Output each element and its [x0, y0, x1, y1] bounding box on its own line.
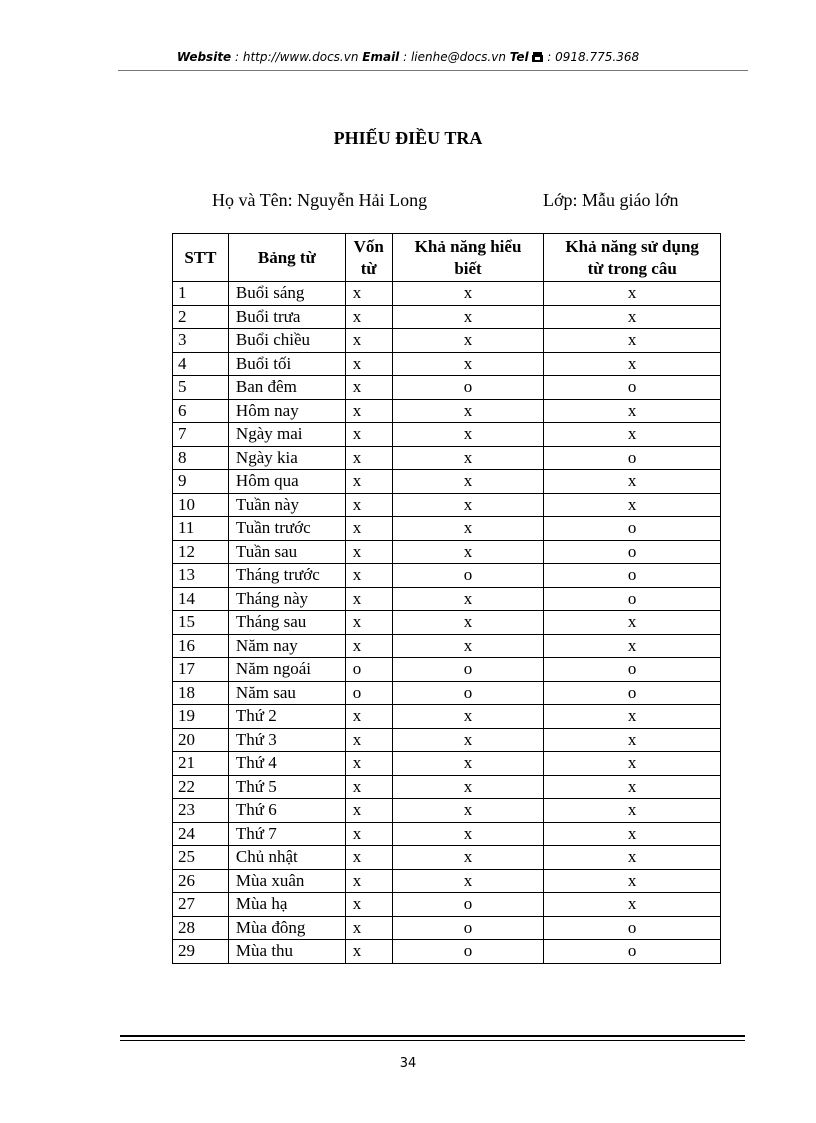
cell-word: Buổi sáng: [228, 282, 345, 306]
cell-stt: 26: [173, 869, 229, 893]
cell-use: o: [544, 940, 721, 964]
cell-use: o: [544, 376, 721, 400]
cell-understand: x: [392, 282, 544, 306]
cell-vocab: x: [345, 352, 392, 376]
cell-vocab: x: [345, 822, 392, 846]
cell-understand: x: [392, 869, 544, 893]
cell-word: Thứ 2: [228, 705, 345, 729]
cell-use: x: [544, 305, 721, 329]
cell-stt: 22: [173, 775, 229, 799]
cell-use: o: [544, 681, 721, 705]
table-row: [173, 564, 721, 588]
cell-use: o: [544, 658, 721, 682]
cell-understand: x: [392, 611, 544, 635]
table-row: [173, 728, 721, 752]
cell-understand: x: [392, 470, 544, 494]
cell-stt: 29: [173, 940, 229, 964]
cell-vocab: x: [345, 376, 392, 400]
cell-understand: x: [392, 446, 544, 470]
phone-icon: [532, 50, 543, 64]
cell-stt: 23: [173, 799, 229, 823]
cell-understand: x: [392, 799, 544, 823]
cell-word: Tuần trước: [228, 517, 345, 541]
cell-word: Buổi trưa: [228, 305, 345, 329]
table-row: [173, 893, 721, 917]
cell-understand: x: [392, 540, 544, 564]
cell-use: x: [544, 282, 721, 306]
cell-use: x: [544, 329, 721, 353]
cell-vocab: x: [345, 540, 392, 564]
cell-word: Tháng này: [228, 587, 345, 611]
cell-stt: 15: [173, 611, 229, 635]
cell-vocab: x: [345, 752, 392, 776]
cell-vocab: o: [345, 658, 392, 682]
cell-use: o: [544, 446, 721, 470]
cell-word: Mùa đông: [228, 916, 345, 940]
table-row: [173, 916, 721, 940]
cell-vocab: x: [345, 728, 392, 752]
table-row: [173, 282, 721, 306]
cell-understand: x: [392, 822, 544, 846]
student-name: Họ và Tên: Nguyễn Hải Long: [212, 190, 428, 210]
cell-understand: x: [392, 634, 544, 658]
cell-understand: x: [392, 305, 544, 329]
cell-use: x: [544, 869, 721, 893]
cell-vocab: x: [345, 399, 392, 423]
cell-use: x: [544, 893, 721, 917]
cell-word: Ngày mai: [228, 423, 345, 447]
cell-vocab: x: [345, 916, 392, 940]
cell-stt: 28: [173, 916, 229, 940]
tel-number: : 0918.775.368: [543, 50, 640, 64]
cell-word: Tuần sau: [228, 540, 345, 564]
table-row: [173, 822, 721, 846]
cell-word: Mùa xuân: [228, 869, 345, 893]
cell-use: x: [544, 822, 721, 846]
cell-vocab: x: [345, 634, 392, 658]
page-title: PHIẾU ĐIỀU TRA: [333, 128, 483, 148]
cell-stt: 16: [173, 634, 229, 658]
cell-use: o: [544, 916, 721, 940]
cell-understand: o: [392, 893, 544, 917]
cell-word: Mùa hạ: [228, 893, 345, 917]
header-use-line2: từ trong câu: [587, 258, 677, 278]
email-address[interactable]: : lienhe@docs.vn: [399, 50, 510, 64]
cell-vocab: x: [345, 329, 392, 353]
table-row: [173, 423, 721, 447]
cell-stt: 20: [173, 728, 229, 752]
table-row: [173, 775, 721, 799]
cell-stt: 21: [173, 752, 229, 776]
header-divider: [118, 70, 748, 71]
cell-use: x: [544, 705, 721, 729]
cell-use: x: [544, 634, 721, 658]
header-understand-line2: biết: [454, 258, 482, 278]
header-use: [544, 234, 721, 282]
cell-stt: 6: [173, 399, 229, 423]
cell-vocab: x: [345, 775, 392, 799]
cell-understand: x: [392, 329, 544, 353]
website-url[interactable]: : http://www.docs.vn: [231, 50, 363, 64]
cell-stt: 13: [173, 564, 229, 588]
table-row: [173, 446, 721, 470]
header-vocab: [345, 234, 392, 282]
cell-word: Năm sau: [228, 681, 345, 705]
cell-word: Thứ 6: [228, 799, 345, 823]
cell-word: Chủ nhật: [228, 846, 345, 870]
cell-understand: x: [392, 493, 544, 517]
cell-use: x: [544, 352, 721, 376]
cell-stt: 3: [173, 329, 229, 353]
cell-stt: 11: [173, 517, 229, 541]
cell-understand: o: [392, 376, 544, 400]
cell-understand: x: [392, 846, 544, 870]
cell-use: o: [544, 564, 721, 588]
cell-vocab: x: [345, 611, 392, 635]
survey-table: [172, 233, 721, 964]
footer-divider-thin: [120, 1040, 745, 1041]
cell-stt: 17: [173, 658, 229, 682]
cell-word: Tuần này: [228, 493, 345, 517]
footer-divider-thick: [120, 1035, 745, 1037]
cell-use: x: [544, 775, 721, 799]
header-understand-line1: Khả năng hiểu: [414, 236, 522, 256]
table-row: [173, 470, 721, 494]
cell-use: x: [544, 470, 721, 494]
cell-word: Năm nay: [228, 634, 345, 658]
cell-word: Thứ 4: [228, 752, 345, 776]
table-row: [173, 611, 721, 635]
table-row: [173, 799, 721, 823]
cell-word: Hôm nay: [228, 399, 345, 423]
cell-stt: 27: [173, 893, 229, 917]
table-row: [173, 493, 721, 517]
table-row: [173, 329, 721, 353]
cell-vocab: x: [345, 493, 392, 517]
cell-stt: 1: [173, 282, 229, 306]
table-row: [173, 869, 721, 893]
cell-vocab: x: [345, 799, 392, 823]
cell-vocab: x: [345, 517, 392, 541]
cell-stt: 2: [173, 305, 229, 329]
cell-understand: o: [392, 681, 544, 705]
table-row: [173, 305, 721, 329]
website-label: Website: [176, 50, 232, 64]
cell-use: x: [544, 399, 721, 423]
cell-stt: 14: [173, 587, 229, 611]
cell-stt: 10: [173, 493, 229, 517]
table-row: [173, 352, 721, 376]
header-stt: STT: [173, 234, 229, 282]
cell-stt: 8: [173, 446, 229, 470]
cell-word: Tháng sau: [228, 611, 345, 635]
cell-understand: x: [392, 399, 544, 423]
table-row: [173, 399, 721, 423]
cell-word: Tháng trước: [228, 564, 345, 588]
cell-use: x: [544, 493, 721, 517]
cell-stt: 25: [173, 846, 229, 870]
cell-word: Hôm qua: [228, 470, 345, 494]
cell-vocab: x: [345, 305, 392, 329]
cell-understand: o: [392, 940, 544, 964]
header-use-line1: Khả năng sử dụng: [565, 236, 699, 256]
cell-vocab: x: [345, 893, 392, 917]
cell-stt: 18: [173, 681, 229, 705]
cell-vocab: x: [345, 705, 392, 729]
cell-vocab: x: [345, 423, 392, 447]
cell-use: x: [544, 846, 721, 870]
cell-vocab: o: [345, 681, 392, 705]
table-row: [173, 705, 721, 729]
cell-stt: 19: [173, 705, 229, 729]
cell-stt: 4: [173, 352, 229, 376]
cell-word: Thứ 3: [228, 728, 345, 752]
cell-word: Mùa thu: [228, 940, 345, 964]
cell-understand: x: [392, 352, 544, 376]
table-row: [173, 587, 721, 611]
cell-understand: o: [392, 916, 544, 940]
cell-understand: x: [392, 705, 544, 729]
cell-understand: x: [392, 775, 544, 799]
cell-understand: o: [392, 564, 544, 588]
cell-vocab: x: [345, 587, 392, 611]
table-row: [173, 376, 721, 400]
header-word: Bảng từ: [228, 234, 345, 282]
table-row: [173, 681, 721, 705]
cell-word: Buổi chiều: [228, 329, 345, 353]
table-row: [173, 846, 721, 870]
cell-vocab: x: [345, 282, 392, 306]
table-row: [173, 752, 721, 776]
cell-understand: x: [392, 728, 544, 752]
cell-use: o: [544, 587, 721, 611]
header-vocab-line2: từ: [360, 258, 377, 278]
table-header-row: [173, 234, 721, 282]
cell-stt: 5: [173, 376, 229, 400]
cell-use: x: [544, 423, 721, 447]
cell-word: Thứ 5: [228, 775, 345, 799]
cell-use: x: [544, 611, 721, 635]
cell-stt: 9: [173, 470, 229, 494]
cell-use: o: [544, 517, 721, 541]
cell-word: Thứ 7: [228, 822, 345, 846]
cell-vocab: x: [345, 869, 392, 893]
cell-understand: x: [392, 587, 544, 611]
cell-word: Năm ngoái: [228, 658, 345, 682]
table-row: [173, 940, 721, 964]
cell-vocab: x: [345, 446, 392, 470]
cell-stt: 24: [173, 822, 229, 846]
cell-vocab: x: [345, 846, 392, 870]
cell-word: Buổi tối: [228, 352, 345, 376]
table-row: [173, 517, 721, 541]
cell-stt: 7: [173, 423, 229, 447]
student-class: Lớp: Mẫu giáo lớn: [543, 190, 679, 210]
cell-vocab: x: [345, 564, 392, 588]
header-vocab-line1: Vốn: [353, 236, 384, 256]
page-number: 34: [399, 1056, 417, 1071]
cell-stt: 12: [173, 540, 229, 564]
cell-understand: x: [392, 517, 544, 541]
cell-word: Ngày kia: [228, 446, 345, 470]
cell-vocab: x: [345, 470, 392, 494]
table-row: [173, 540, 721, 564]
cell-use: o: [544, 540, 721, 564]
page-header: [0, 50, 816, 64]
cell-use: x: [544, 799, 721, 823]
table-row: [173, 658, 721, 682]
email-label: Email: [362, 50, 400, 64]
cell-word: Ban đêm: [228, 376, 345, 400]
cell-use: x: [544, 752, 721, 776]
cell-use: x: [544, 728, 721, 752]
tel-label: Tel: [509, 50, 529, 64]
header-understand: [392, 234, 544, 282]
cell-understand: o: [392, 658, 544, 682]
cell-understand: x: [392, 752, 544, 776]
cell-understand: x: [392, 423, 544, 447]
table-body: [173, 282, 721, 964]
cell-vocab: x: [345, 940, 392, 964]
table-row: [173, 634, 721, 658]
